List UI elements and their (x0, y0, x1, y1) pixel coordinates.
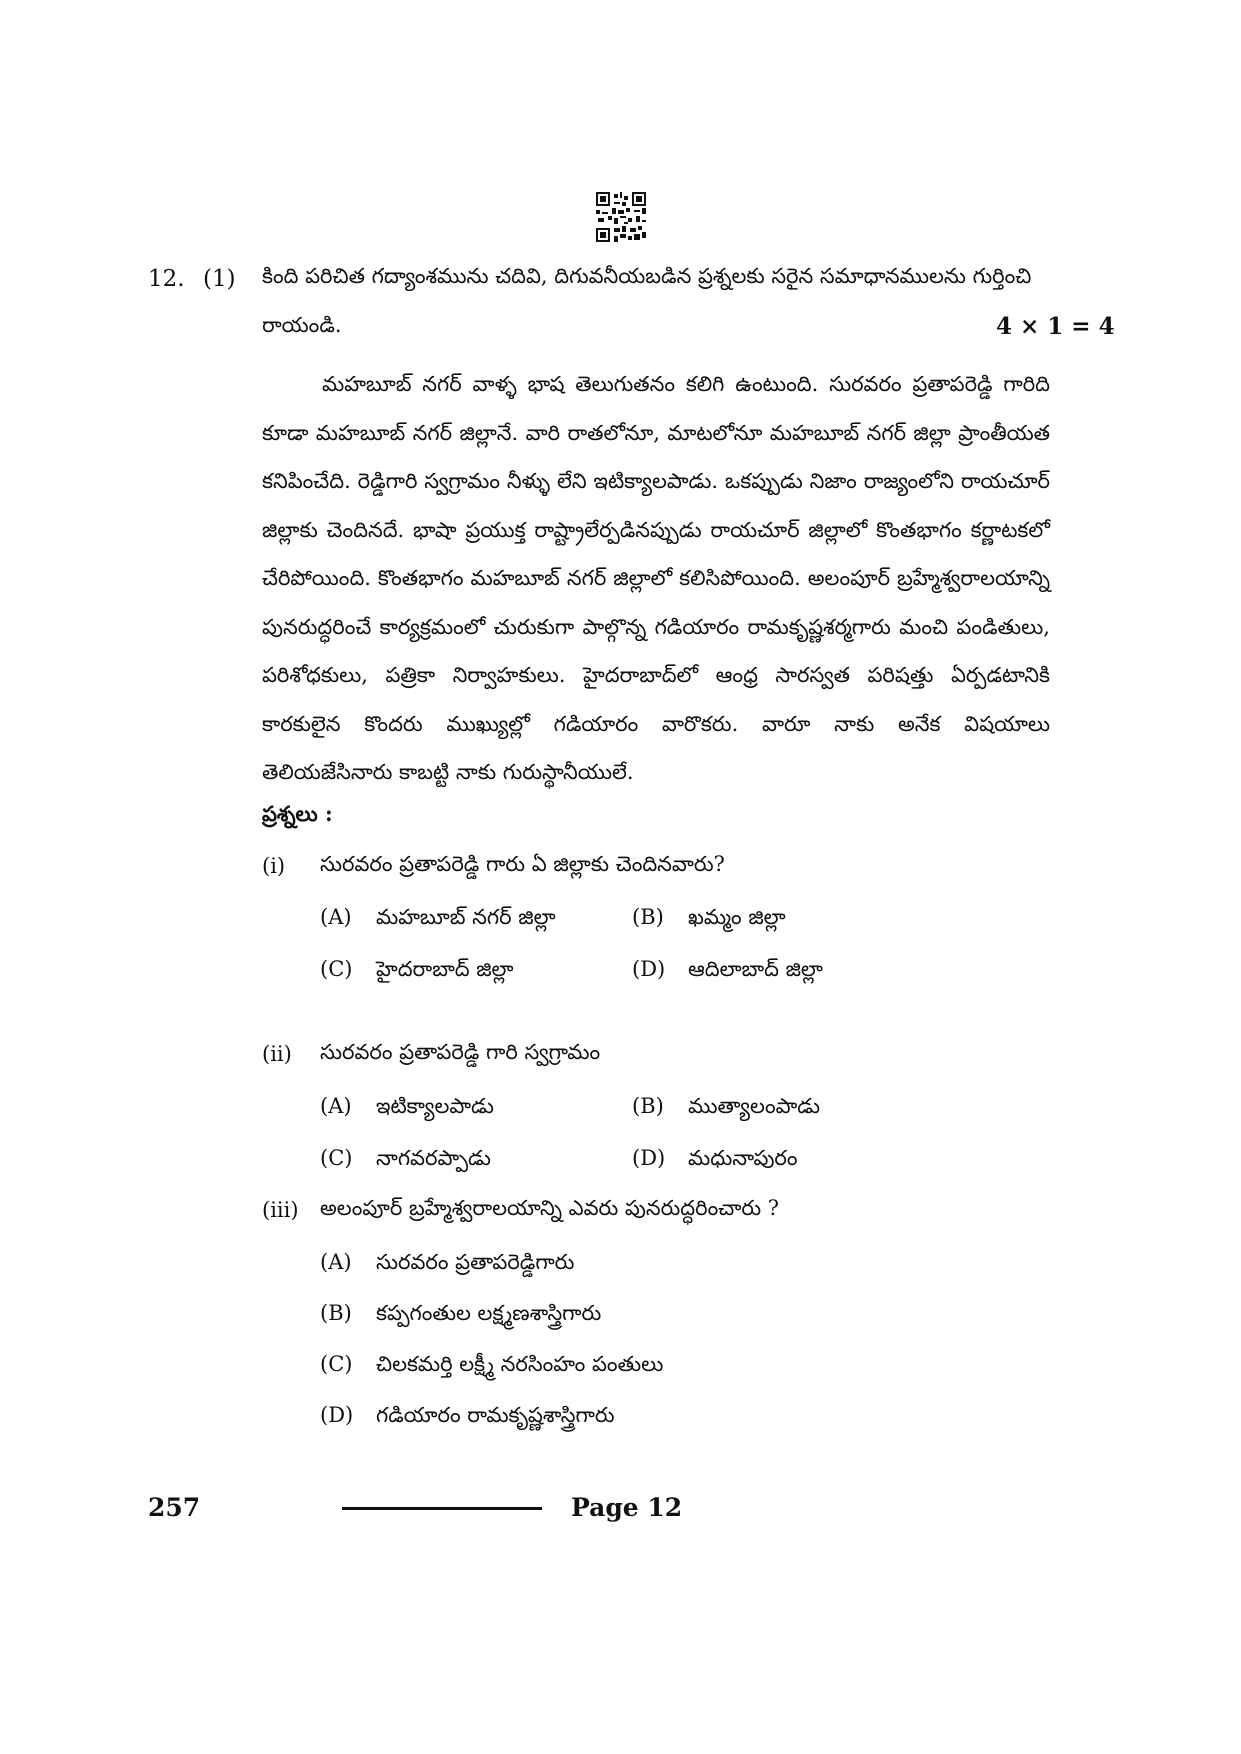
question-i-text: సురవరం ప్రతాపరెడ్డి గారు ఏ జిల్లాకు చెందినవారు? (320, 852, 725, 876)
footer-divider (342, 1507, 542, 1510)
option-label: (D) (632, 1146, 666, 1170)
option-text: సురవరం ప్రతాపరెడ్డిగారు (376, 1250, 575, 1274)
questions-heading: ప్రశ్నలు : (262, 801, 333, 826)
option-text: హైదరాబాద్ జిల్లా (376, 957, 514, 981)
option-label: (C) (320, 957, 353, 981)
question-i-number: (i) (262, 854, 286, 878)
passage (262, 360, 1050, 797)
instruction-line-1: కింది పరిచిత గద్యాంశమును చదివి, దిగువనీయబడిన ప్రశ్నలకు సరైన సమాధానములను గుర్తించి (262, 264, 1032, 288)
option-label: (B) (632, 905, 664, 929)
option-label: (D) (320, 1403, 354, 1427)
option-text: మధునాపురం (688, 1146, 798, 1170)
qr-code-icon (596, 192, 646, 242)
question-iii-number: (iii) (262, 1198, 299, 1222)
option-label: (D) (632, 957, 666, 981)
option-label: (A) (320, 1094, 352, 1118)
option-text: ముత్యాలంపాడు (688, 1094, 821, 1118)
instruction-line-2: రాయండి. (262, 313, 342, 337)
question-ii-number: (ii) (262, 1042, 292, 1066)
option-text: నాగవరప్పాడు (376, 1146, 491, 1170)
passage-text: మహబూబ్ నగర్ వాళ్ళ భాష తెలుగుతనం కలిగి ఉంటుంది. సురవరం ప్రతాపరెడ్డి గారిది కూడా మహబూబ్ నగర్ జిల్లానే. వారి రాతలోనూ, మాటలోనూ మహబూబ్ నగర్ జిల్లా ప్రాంతీయత కనిపించేది. రెడ్డిగారి స్వగ్రామం నీళ్ళు లేని ఇటిక్యాలపాడు. ఒకప్పుడు నిజాం రాజ్యంలోని రాయచూర్ జిల్లాకు చెందినదే. భాషా ప్రయుక్త రాష్ట్రాలేర్పడినప్పుడు రాయచూర్ జిల్లాలో కొంతభాగం కర్ణాటకలో చేరిపోయింది. కొంతభాగం మహబూబ్ నగర్ జిల్లాలో కలిసిపోయింది. అలంపూర్ బ్రహ్మేశ్వరాలయాన్ని పునరుద్ధరించే కార్యక్రమంలో చురుకుగా పాల్గొన్న గడియారం రామకృష్ణశర్మగారు మంచి పండితులు, పరిశోధకులు, పత్రికా నిర్వాహకులు. హైదరాబాద్‌లో ఆంధ్ర సారస్వత పరిషత్తు ఏర్పడటానికి కారకులైన కొందరు ముఖ్యుల్లో గడియారం వారొకరు. వారూ నాకు అనేక విషయాలు తెలియజేసినారు కాబట్టి నాకు గురుస్థానీయులే. (262, 372, 1050, 784)
option-label: (A) (320, 1250, 352, 1274)
question-number: 12. (148, 266, 185, 292)
page-number: Page 12 (571, 1493, 683, 1522)
option-label: (A) (320, 905, 352, 929)
question-ii-text: సురవరం ప్రతాపరెడ్డి గారి స్వగ్రామం (320, 1040, 601, 1064)
question-sub-number: (1) (203, 266, 236, 292)
question-iii-text: అలంపూర్ బ్రహ్మేశ్వరాలయాన్ని ఎవరు పునరుద్ధరించారు ? (320, 1196, 780, 1220)
option-text: గడియారం రామకృష్ణశాస్త్రిగారు (376, 1403, 615, 1427)
option-label: (C) (320, 1146, 353, 1170)
option-text: కప్పగంతుల లక్ష్మణశాస్త్రిగారు (376, 1301, 602, 1325)
option-label: (B) (632, 1094, 664, 1118)
option-text: ఇటిక్యాలపాడు (376, 1094, 494, 1118)
marks-allocation: 4 × 1 = 4 (996, 313, 1115, 340)
option-text: ఆదిలాబాద్ జిల్లా (688, 957, 823, 981)
option-label: (B) (320, 1301, 352, 1325)
option-text: చిలకమర్తి లక్ష్మీ నరసింహం పంతులు (376, 1352, 664, 1376)
option-label: (C) (320, 1352, 353, 1376)
option-text: మహబూబ్ నగర్ జిల్లా (376, 905, 556, 929)
paper-code: 257 (148, 1493, 201, 1522)
option-text: ఖమ్మం జిల్లా (688, 905, 786, 929)
